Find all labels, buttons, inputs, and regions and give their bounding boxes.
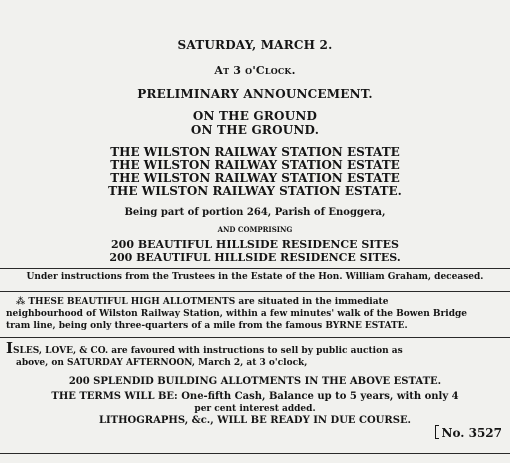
preliminary-heading: PRELIMINARY ANNOUNCEMENT. bbox=[137, 87, 373, 101]
on-ground-line: ON THE GROUND. bbox=[190, 123, 320, 137]
sites-line: 200 BEAUTIFUL HILLSIDE RESIDENCE SITES bbox=[111, 238, 399, 251]
estate-line: THE WILSTON RAILWAY STATION ESTATE bbox=[110, 171, 400, 185]
drop-cap: I bbox=[6, 339, 14, 357]
auction-line: above, on SATURDAY AFTERNOON, March 2, at 3 o'clock, bbox=[16, 358, 308, 368]
bottom-rule bbox=[0, 453, 510, 454]
allotments-paragraph bbox=[6, 296, 504, 332]
lithographs-line: LITHOGRAPHS, &c., WILL BE READY IN DUE COURSE. bbox=[98, 415, 412, 426]
time-line: At 3 o'Clock. bbox=[214, 64, 296, 77]
auction-paragraph bbox=[6, 339, 504, 369]
date-heading: SATURDAY, MARCH 2. bbox=[177, 38, 333, 52]
allotments-line: neighbourhood of Wilston Railway Station, within a few minutes' walk of the Bowen Bridge bbox=[6, 309, 468, 319]
terms-line: per cent interest added. bbox=[194, 404, 316, 414]
estate-line: THE WILSTON RAILWAY STATION ESTATE bbox=[110, 158, 400, 172]
on-ground-line: ON THE GROUND bbox=[192, 109, 318, 123]
allotments-line: tram line, being only three-quarters of a mile from the famous BYRNE ESTATE. bbox=[6, 321, 408, 331]
divider bbox=[0, 268, 510, 269]
allotments-line: ⁂ THESE BEAUTIFUL HIGH ALLOTMENTS are situated in the immediate bbox=[16, 297, 389, 307]
estate-line: THE WILSTON RAILWAY STATION ESTATE bbox=[110, 145, 400, 159]
instructions-line: Under instructions from the Trustees in the Estate of the Hon. William Graham, deceased. bbox=[26, 272, 484, 282]
auction-line: SLES, LOVE, & CO. are favoured with instructions to sell by public auction as bbox=[13, 346, 403, 356]
estate-line: THE WILSTON RAILWAY STATION ESTATE. bbox=[108, 184, 402, 198]
splendid-line: 200 SPLENDID BUILDING ALLOTMENTS IN THE ABOVE ESTATE. bbox=[68, 376, 442, 387]
portion-line: Being part of portion 264, Parish of Enoggera, bbox=[124, 207, 386, 218]
sites-line: 200 BEAUTIFUL HILLSIDE RESIDENCE SITES. bbox=[109, 251, 401, 264]
divider bbox=[0, 291, 510, 292]
comprising-line: AND COMPRISING bbox=[217, 225, 293, 234]
bracket-mark bbox=[435, 425, 439, 439]
reference-number bbox=[435, 425, 502, 440]
terms-line: THE TERMS WILL BE: One-fifth Cash, Balance up to 5 years, with only 4 bbox=[51, 391, 459, 402]
reference-text: No. 3527 bbox=[441, 426, 502, 440]
divider bbox=[0, 337, 510, 338]
